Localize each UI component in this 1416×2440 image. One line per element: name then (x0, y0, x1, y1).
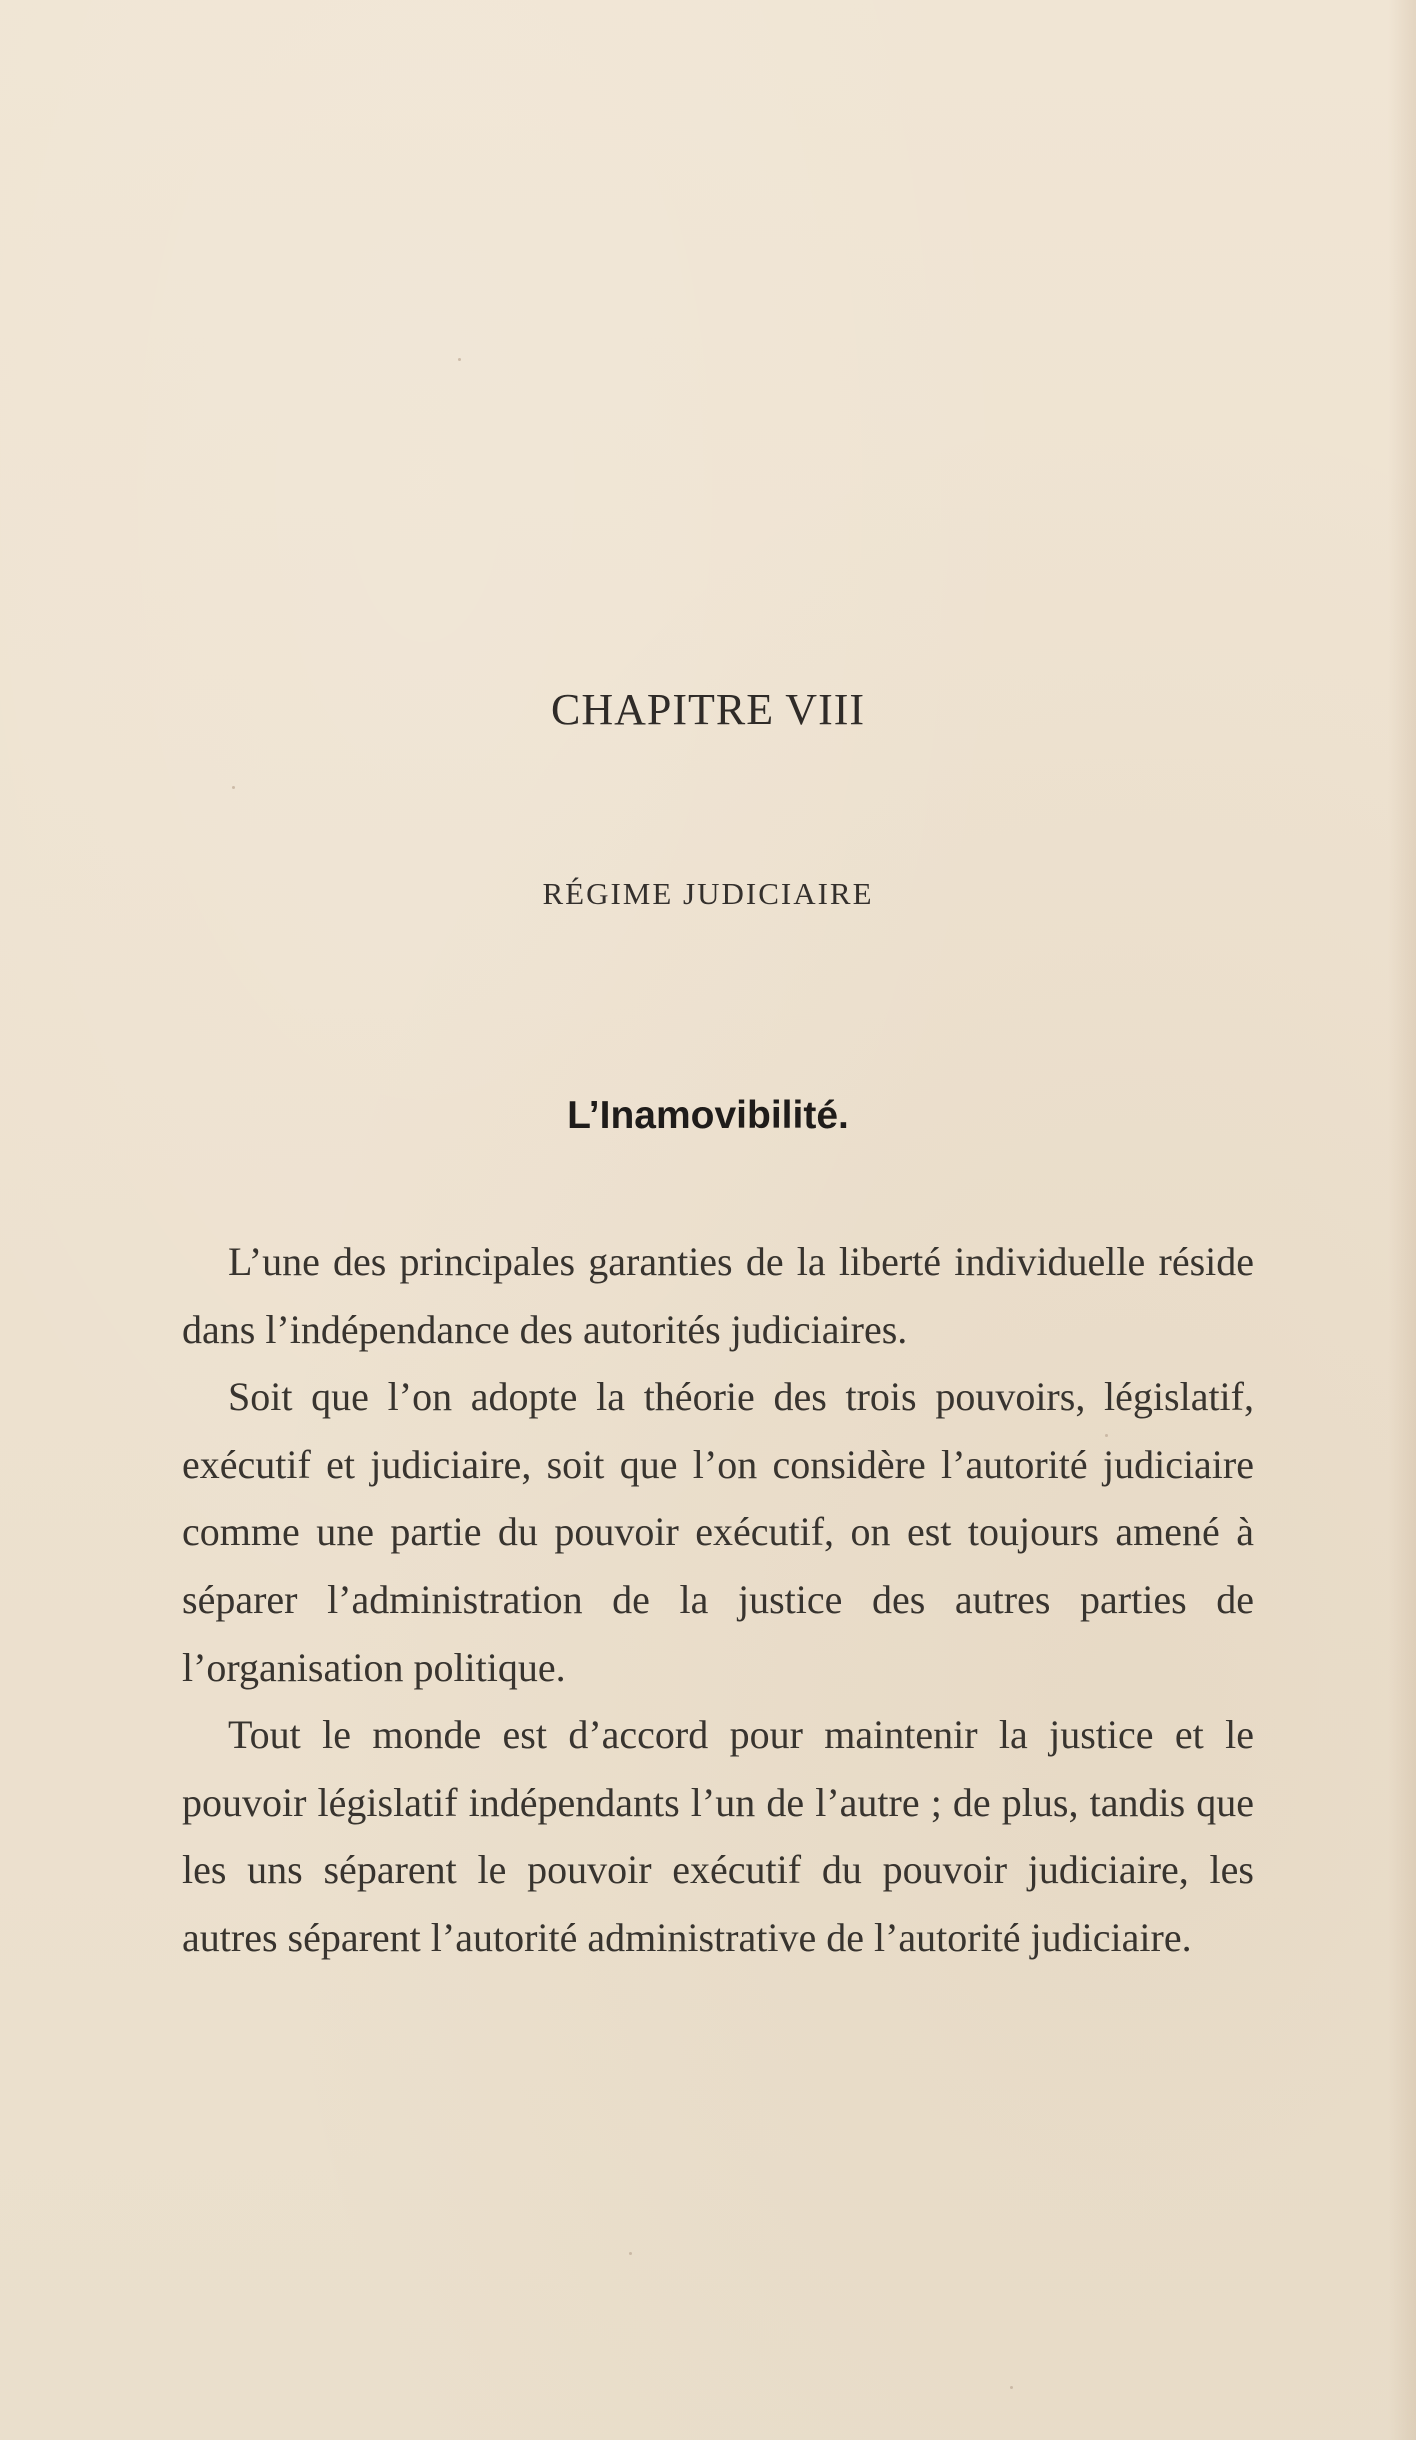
paper-speck (458, 358, 461, 361)
body-text (182, 1228, 1254, 1972)
paragraph-3: Tout le monde est d’accord pour maintenir la justice et le pouvoir législatif indépendants l’un de l’autre ; de plus, tandis que les uns séparent le pouvoir exécutif du pouvoir judiciaire, les autres séparent l’autorité administrative de l’autorité judiciaire. (182, 1712, 1254, 1960)
section-heading: RÉGIME JUDICIAIRE (542, 876, 874, 911)
page-edge-shadow (1388, 0, 1416, 2440)
paper-speck (629, 2252, 632, 2255)
chapter-heading: CHAPITRE VIII (550, 685, 866, 734)
paragraph-2: Soit que l’on adopte la théorie des trois pouvoirs, législatif, exécutif et judiciaire, soit que l’on considère l’autorité judiciaire comme une partie du pouvoir exécutif, on est toujours amené à séparer l’administration de la justice des autres parties de l’organisation politique. (182, 1374, 1254, 1690)
paper-speck (1105, 1434, 1108, 1437)
paragraph-1: L’une des principales garanties de la liberté individuelle réside dans l’indépendance des autorités judiciaires. (182, 1239, 1254, 1352)
subsection-heading: L’Inamovibilité. (567, 1094, 849, 1137)
paper-speck (1010, 2386, 1013, 2389)
paper-speck (232, 786, 235, 789)
